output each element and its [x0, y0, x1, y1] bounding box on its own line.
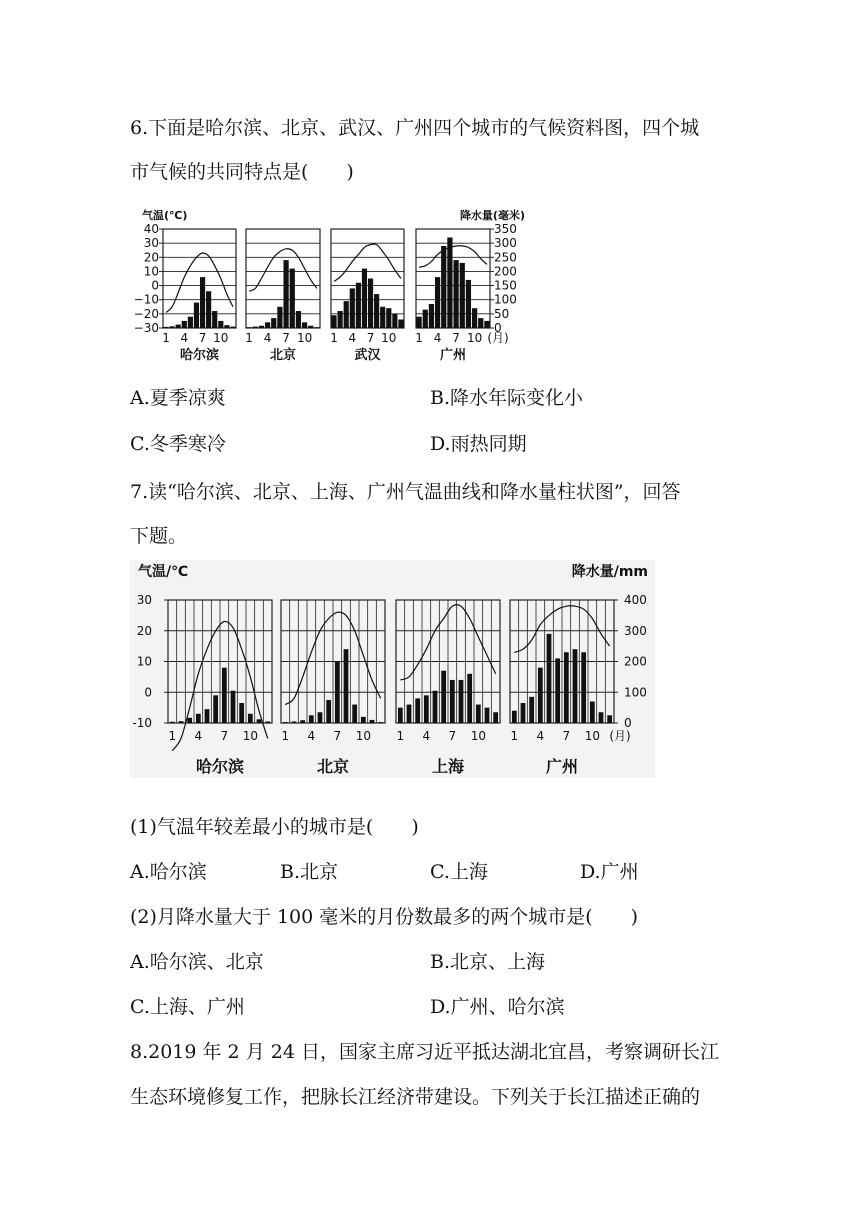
precip-bar [361, 717, 366, 723]
precip-bar [590, 701, 595, 723]
month-tick-label: 7 [282, 331, 290, 345]
temp-tick-label: −10 [133, 292, 159, 307]
q7-sub2-option-d[interactable]: D.广州、哈尔滨 [430, 996, 565, 1018]
temperature-curve [166, 253, 233, 312]
q8-line-1: 8.2019 年 2 月 24 日，国家主席习近平抵达湖北宜昌，考察调研长江 [130, 1041, 719, 1063]
precip-bar [441, 246, 446, 328]
precip-bar [362, 269, 367, 328]
month-tick-label: 7 [333, 729, 342, 743]
q7-sub2-option-a[interactable]: A.哈尔滨、北京 [130, 951, 264, 973]
precip-bar [318, 712, 323, 723]
precip-bar [259, 326, 264, 328]
precip-bar [206, 291, 211, 328]
q7-sub1-option-c[interactable]: C.上海 [430, 861, 488, 883]
q7-sub2-question: (2)月降水量大于 100 毫米的月份数最多的两个城市是( ) [130, 906, 639, 928]
precip-bar [378, 722, 383, 723]
precip-bar [308, 326, 313, 328]
month-tick-label: 1 [396, 729, 405, 743]
precip-bar [466, 280, 471, 328]
month-tick-label: 4 [307, 729, 316, 743]
precip-bar [356, 283, 361, 328]
month-tick-label: 7 [562, 729, 571, 743]
precip-bar [435, 277, 440, 328]
precip-tick-label: 0 [494, 321, 502, 335]
precip-bar [398, 708, 403, 723]
precip-bar [581, 652, 586, 723]
precip-bar [230, 327, 235, 328]
precip-bar [407, 705, 412, 723]
precip-tick-label: 400 [624, 593, 647, 607]
temp-tick-label: -10 [132, 716, 152, 730]
precip-tick-label: 300 [494, 236, 517, 251]
city-name-label: 广州 [545, 757, 579, 776]
precip-bar [188, 317, 193, 328]
precip-bar [265, 322, 270, 328]
temp-tick-label: 10 [136, 654, 152, 669]
precip-bar [429, 304, 434, 328]
precip-bar [493, 712, 498, 723]
precip-bar [283, 260, 288, 328]
precip-bar [292, 721, 297, 723]
precip-bar [450, 680, 455, 723]
city-name-label: 哈尔滨 [179, 348, 220, 363]
month-tick-label: 4 [536, 729, 545, 743]
precip-bar [433, 691, 438, 723]
temp-tick-label: 0 [151, 278, 159, 293]
precip-bar [200, 277, 205, 328]
month-tick-label: 7 [220, 729, 229, 743]
q6-option-a[interactable]: A.夏季凉爽 [130, 387, 226, 409]
precip-bar [424, 695, 429, 723]
precip-bar [335, 662, 340, 724]
temperature-curve [419, 246, 487, 267]
month-tick-label: 1 [281, 729, 290, 743]
temperature-curve [249, 249, 317, 291]
temperature-curve [334, 244, 401, 281]
month-tick-label: 4 [433, 331, 442, 345]
precip-bar [196, 714, 201, 723]
precip-bar [573, 649, 578, 723]
month-tick-label: 10 [584, 729, 600, 743]
precip-bar [386, 308, 391, 328]
precip-bar [182, 321, 187, 328]
precip-bar [277, 307, 282, 328]
month-unit-label: (月) [487, 331, 509, 345]
temp-tick-label: 10 [143, 264, 159, 279]
precip-bar [555, 658, 560, 723]
climate-chart-2 [130, 560, 655, 778]
month-tick-label: 4 [422, 729, 431, 743]
temp-tick-label: 20 [143, 250, 159, 265]
month-tick-label: 10 [213, 331, 229, 345]
precip-bar [485, 708, 490, 723]
precip-bar [599, 712, 604, 723]
precip-bar [331, 315, 336, 328]
precip-bar [253, 327, 258, 328]
city-name-label: 北京 [316, 757, 350, 776]
month-tick-label: 10 [470, 729, 486, 743]
precip-bar [416, 317, 421, 328]
precip-bar [212, 311, 217, 328]
temp-tick-label: 30 [143, 236, 159, 251]
precip-bar [222, 668, 227, 723]
precip-bar [271, 318, 276, 328]
month-unit-label: (月) [609, 729, 631, 743]
month-tick-label: 10 [466, 331, 483, 345]
precip-bar [415, 698, 420, 723]
precip-bar [447, 237, 452, 328]
temp-tick-label: 30 [136, 593, 152, 607]
q7-sub1-option-a[interactable]: A.哈尔滨 [130, 861, 207, 883]
precip-tick-label: 150 [494, 278, 517, 293]
q6-line-1: 6.下面是哈尔滨、北京、武汉、广州四个城市的气候资料图，四个城 [130, 117, 700, 139]
precip-tick-label: 300 [624, 623, 647, 638]
month-tick-label: 1 [415, 331, 423, 345]
precip-bar [484, 321, 489, 328]
precip-bar [205, 709, 210, 723]
month-tick-label: 10 [242, 729, 258, 743]
panel-frame [163, 229, 236, 328]
precip-bar [512, 711, 517, 723]
precip-bar [564, 652, 569, 723]
precip-bar [265, 721, 270, 723]
precip-bar [547, 634, 552, 723]
precip-bar [170, 326, 175, 328]
month-tick-label: 7 [366, 331, 375, 345]
precip-bar [529, 697, 534, 723]
city-name-label: 北京 [269, 348, 297, 363]
precip-bar [314, 327, 319, 328]
left-axis-label: 气温(℃) [142, 209, 188, 222]
precip-bar [607, 715, 612, 723]
q7-sub2-option-b[interactable]: B.北京、上海 [430, 951, 546, 973]
precip-bar [344, 649, 349, 723]
precip-bar [459, 680, 464, 723]
q7-line-1: 7.读“哈尔滨、北京、上海、广州气温曲线和降水量柱状图”，回答 [130, 481, 681, 503]
precip-bar [478, 318, 483, 328]
precip-bar [257, 719, 262, 723]
precip-tick-label: 100 [624, 685, 647, 700]
q6-option-b[interactable]: B.降水年际变化小 [430, 387, 584, 409]
precip-bar [338, 311, 343, 328]
precip-bar [370, 720, 375, 723]
q7-sub1-option-b[interactable]: B.北京 [280, 861, 339, 883]
temp-tick-label: 0 [144, 685, 152, 700]
precip-bar [300, 720, 305, 723]
precip-bar [326, 700, 331, 723]
month-tick-label: 10 [381, 331, 397, 345]
q7-sub1-question: (1)气温年较差最小的城市是( ) [130, 816, 419, 838]
q6-option-d[interactable]: D.雨热同期 [430, 433, 527, 455]
month-tick-label: 7 [198, 331, 207, 345]
precip-bar [296, 311, 301, 328]
temp-tick-label: 20 [136, 623, 152, 638]
month-tick-label: 10 [355, 729, 371, 743]
q6-line-2: 市气候的共同特点是( ) [130, 161, 354, 183]
precip-tick-label: 250 [494, 250, 517, 265]
q8-line-2: 生态环境修复工作，把脉长江经济带建设。下列关于长江描述正确的 [130, 1086, 701, 1108]
panel-frame [246, 229, 320, 328]
precip-bar [239, 703, 244, 723]
precip-bar [290, 269, 295, 328]
temp-tick-label: 40 [143, 222, 159, 236]
month-tick-label: 4 [194, 729, 203, 743]
precip-tick-label: 350 [494, 222, 517, 236]
month-tick-label: 4 [180, 331, 189, 345]
precip-bar [213, 695, 218, 723]
precip-bar [352, 705, 357, 723]
precip-bar [187, 718, 192, 723]
precip-bar [476, 705, 481, 723]
q7-sub2-option-c[interactable]: C.上海、广州 [130, 996, 245, 1018]
precip-bar [453, 260, 458, 328]
precip-bar [224, 325, 229, 328]
right-axis-label: 降水量(毫米) [459, 209, 525, 222]
q6-option-c[interactable]: C.冬季寒冷 [130, 433, 226, 455]
month-tick-label: 4 [348, 331, 357, 345]
precip-bar [472, 308, 477, 328]
precip-bar [521, 703, 526, 723]
month-tick-label: 7 [448, 729, 457, 743]
precip-bar [179, 721, 184, 723]
precip-bar [392, 314, 397, 328]
climate-chart-1 [130, 202, 530, 372]
precip-bar [467, 674, 472, 723]
q7-line-2: 下题。 [130, 525, 188, 547]
city-name-label: 哈尔滨 [195, 757, 245, 776]
precip-bar [302, 322, 307, 328]
month-tick-label: 1 [168, 729, 177, 743]
precip-bar [218, 321, 223, 328]
precip-bar [441, 671, 446, 723]
precip-tick-label: 200 [624, 654, 647, 669]
precip-bar [344, 301, 349, 328]
month-tick-label: 1 [330, 331, 338, 345]
precip-tick-label: 50 [494, 306, 510, 321]
precip-bar [350, 288, 355, 328]
precip-bar [368, 279, 373, 329]
precip-bar [460, 263, 465, 328]
precip-bar [309, 715, 314, 723]
left-axis-label: 气温/℃ [138, 564, 189, 580]
q7-sub1-option-d[interactable]: D.广州 [580, 861, 639, 883]
precip-bar [246, 327, 251, 328]
city-name-label: 上海 [431, 757, 465, 776]
precip-bar [374, 294, 379, 328]
precip-bar [170, 722, 175, 723]
precip-bar [194, 303, 199, 328]
right-axis-label: 降水量/mm [571, 564, 648, 580]
month-tick-label: 1 [510, 729, 519, 743]
precip-bar [176, 325, 181, 328]
precip-bar [398, 320, 403, 328]
precip-bar [423, 310, 428, 328]
temp-tick-label: −30 [133, 321, 159, 335]
city-name-label: 广州 [439, 348, 467, 363]
precip-tick-label: 200 [494, 264, 517, 279]
precip-bar [283, 722, 288, 723]
temp-tick-label: −20 [133, 306, 159, 321]
precip-tick-label: 0 [624, 716, 632, 730]
month-tick-label: 10 [296, 331, 313, 345]
precip-bar [380, 307, 385, 328]
city-name-label: 武汉 [354, 348, 381, 363]
precip-bar [248, 714, 253, 723]
precip-bar [538, 668, 543, 723]
month-tick-label: 1 [245, 331, 253, 345]
month-tick-label: 7 [452, 331, 460, 345]
precip-bar [163, 327, 168, 328]
precip-bar [231, 691, 236, 723]
precip-tick-label: 100 [494, 292, 517, 307]
month-tick-label: 1 [162, 331, 170, 345]
month-tick-label: 4 [263, 331, 272, 345]
